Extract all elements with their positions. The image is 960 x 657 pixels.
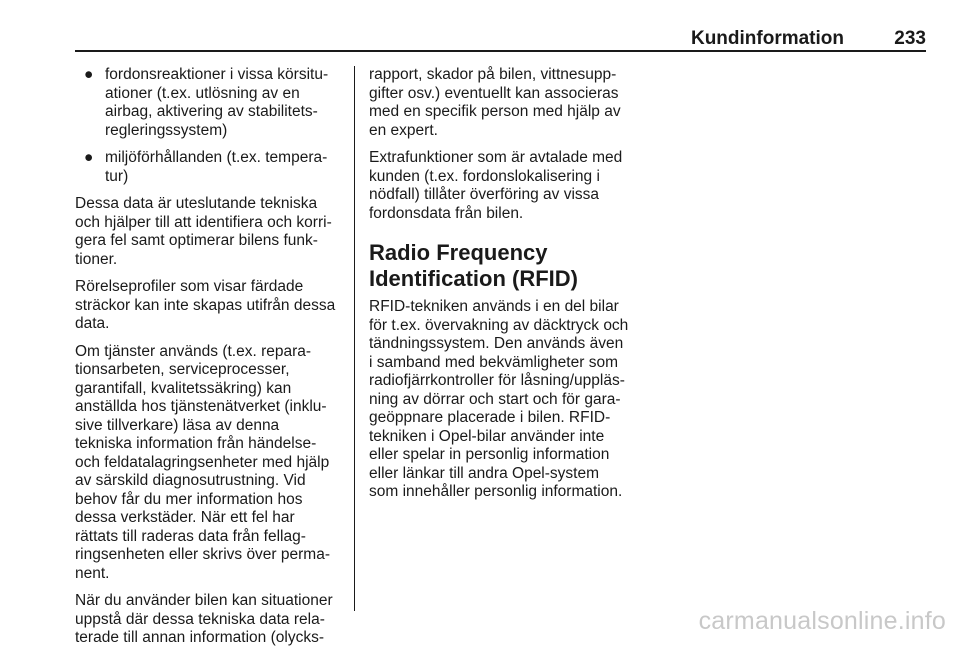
page-number: 233	[894, 28, 926, 49]
bullet-icon: ●	[84, 149, 94, 166]
section-body: RFID-tekniken används i en del bilar för t.ex. övervakning av däcktryck och tändningssystem. Den används även i samband med bekvämligheter som radiofjärrkontroller för låsning/uppläs- ning av dörrar och start och för gara- geöppnare placerade i bilen. RFID- tekniken i Opel-bilar använder inte eller spelar in personlig information eller länkar till andra Opel-system som innehåller personlig information.	[369, 298, 629, 500]
header-rule	[75, 50, 926, 52]
right-column	[369, 66, 633, 511]
watermark: carmanualsonline.info	[698, 607, 946, 635]
column-divider	[354, 66, 355, 611]
page-title: Kundinformation	[690, 28, 844, 49]
body-paragraph: Om tjänster används (t.ex. repara- tionsarbeten, serviceprocesser, garantifall, kvalitetssäkring) kan anställda hos tjänstenätverket (inklu- sive tillverkare) läsa av denna tekniska information från händelse- och feldatalagringsenheter med hjälp av särskild diagnosutrustning. Vid behov får du mer information hos dessa verkstäder. När ett fel har rättats till raderas data från fellag- ringsenheten eller skrivs över perma- nent.	[75, 342, 330, 582]
bullet-icon: ●	[84, 66, 94, 83]
body-paragraph: Extrafunktioner som är avtalade med kunden (t.ex. fordonslokalisering i nödfall) tillåter överföring av vissa fordonsdata från bilen.	[369, 149, 623, 222]
left-column	[75, 66, 347, 657]
section-heading: Radio Frequency Identification (RFID)	[369, 240, 578, 291]
page-header	[0, 28, 926, 50]
bullet-item	[75, 149, 347, 186]
body-paragraph: rapport, skador på bilen, vittnesupp- gifter osv.) eventuellt kan associeras med en specifik person med hjälp av en expert.	[369, 66, 621, 139]
bullet-text: miljöförhållanden (t.ex. tempera- tur)	[105, 149, 328, 185]
bullet-item	[75, 66, 347, 140]
body-paragraph: När du använder bilen kan situationer uppstå där dessa tekniska data rela- terade till annan information (olycks-	[75, 592, 333, 646]
body-paragraph: Dessa data är uteslutande tekniska och hjälper till att identifiera och korri- gera fel samt optimerar bilens funk- tioner.	[75, 195, 332, 268]
body-paragraph: Rörelseprofiler som visar färdade sträckor kan inte skapas utifrån dessa data.	[75, 278, 336, 332]
bullet-text: fordonsreaktioner i vissa körsitu- ationer (t.ex. utlösning av en airbag, aktivering av stabilitets- regleringssystem)	[105, 66, 329, 139]
